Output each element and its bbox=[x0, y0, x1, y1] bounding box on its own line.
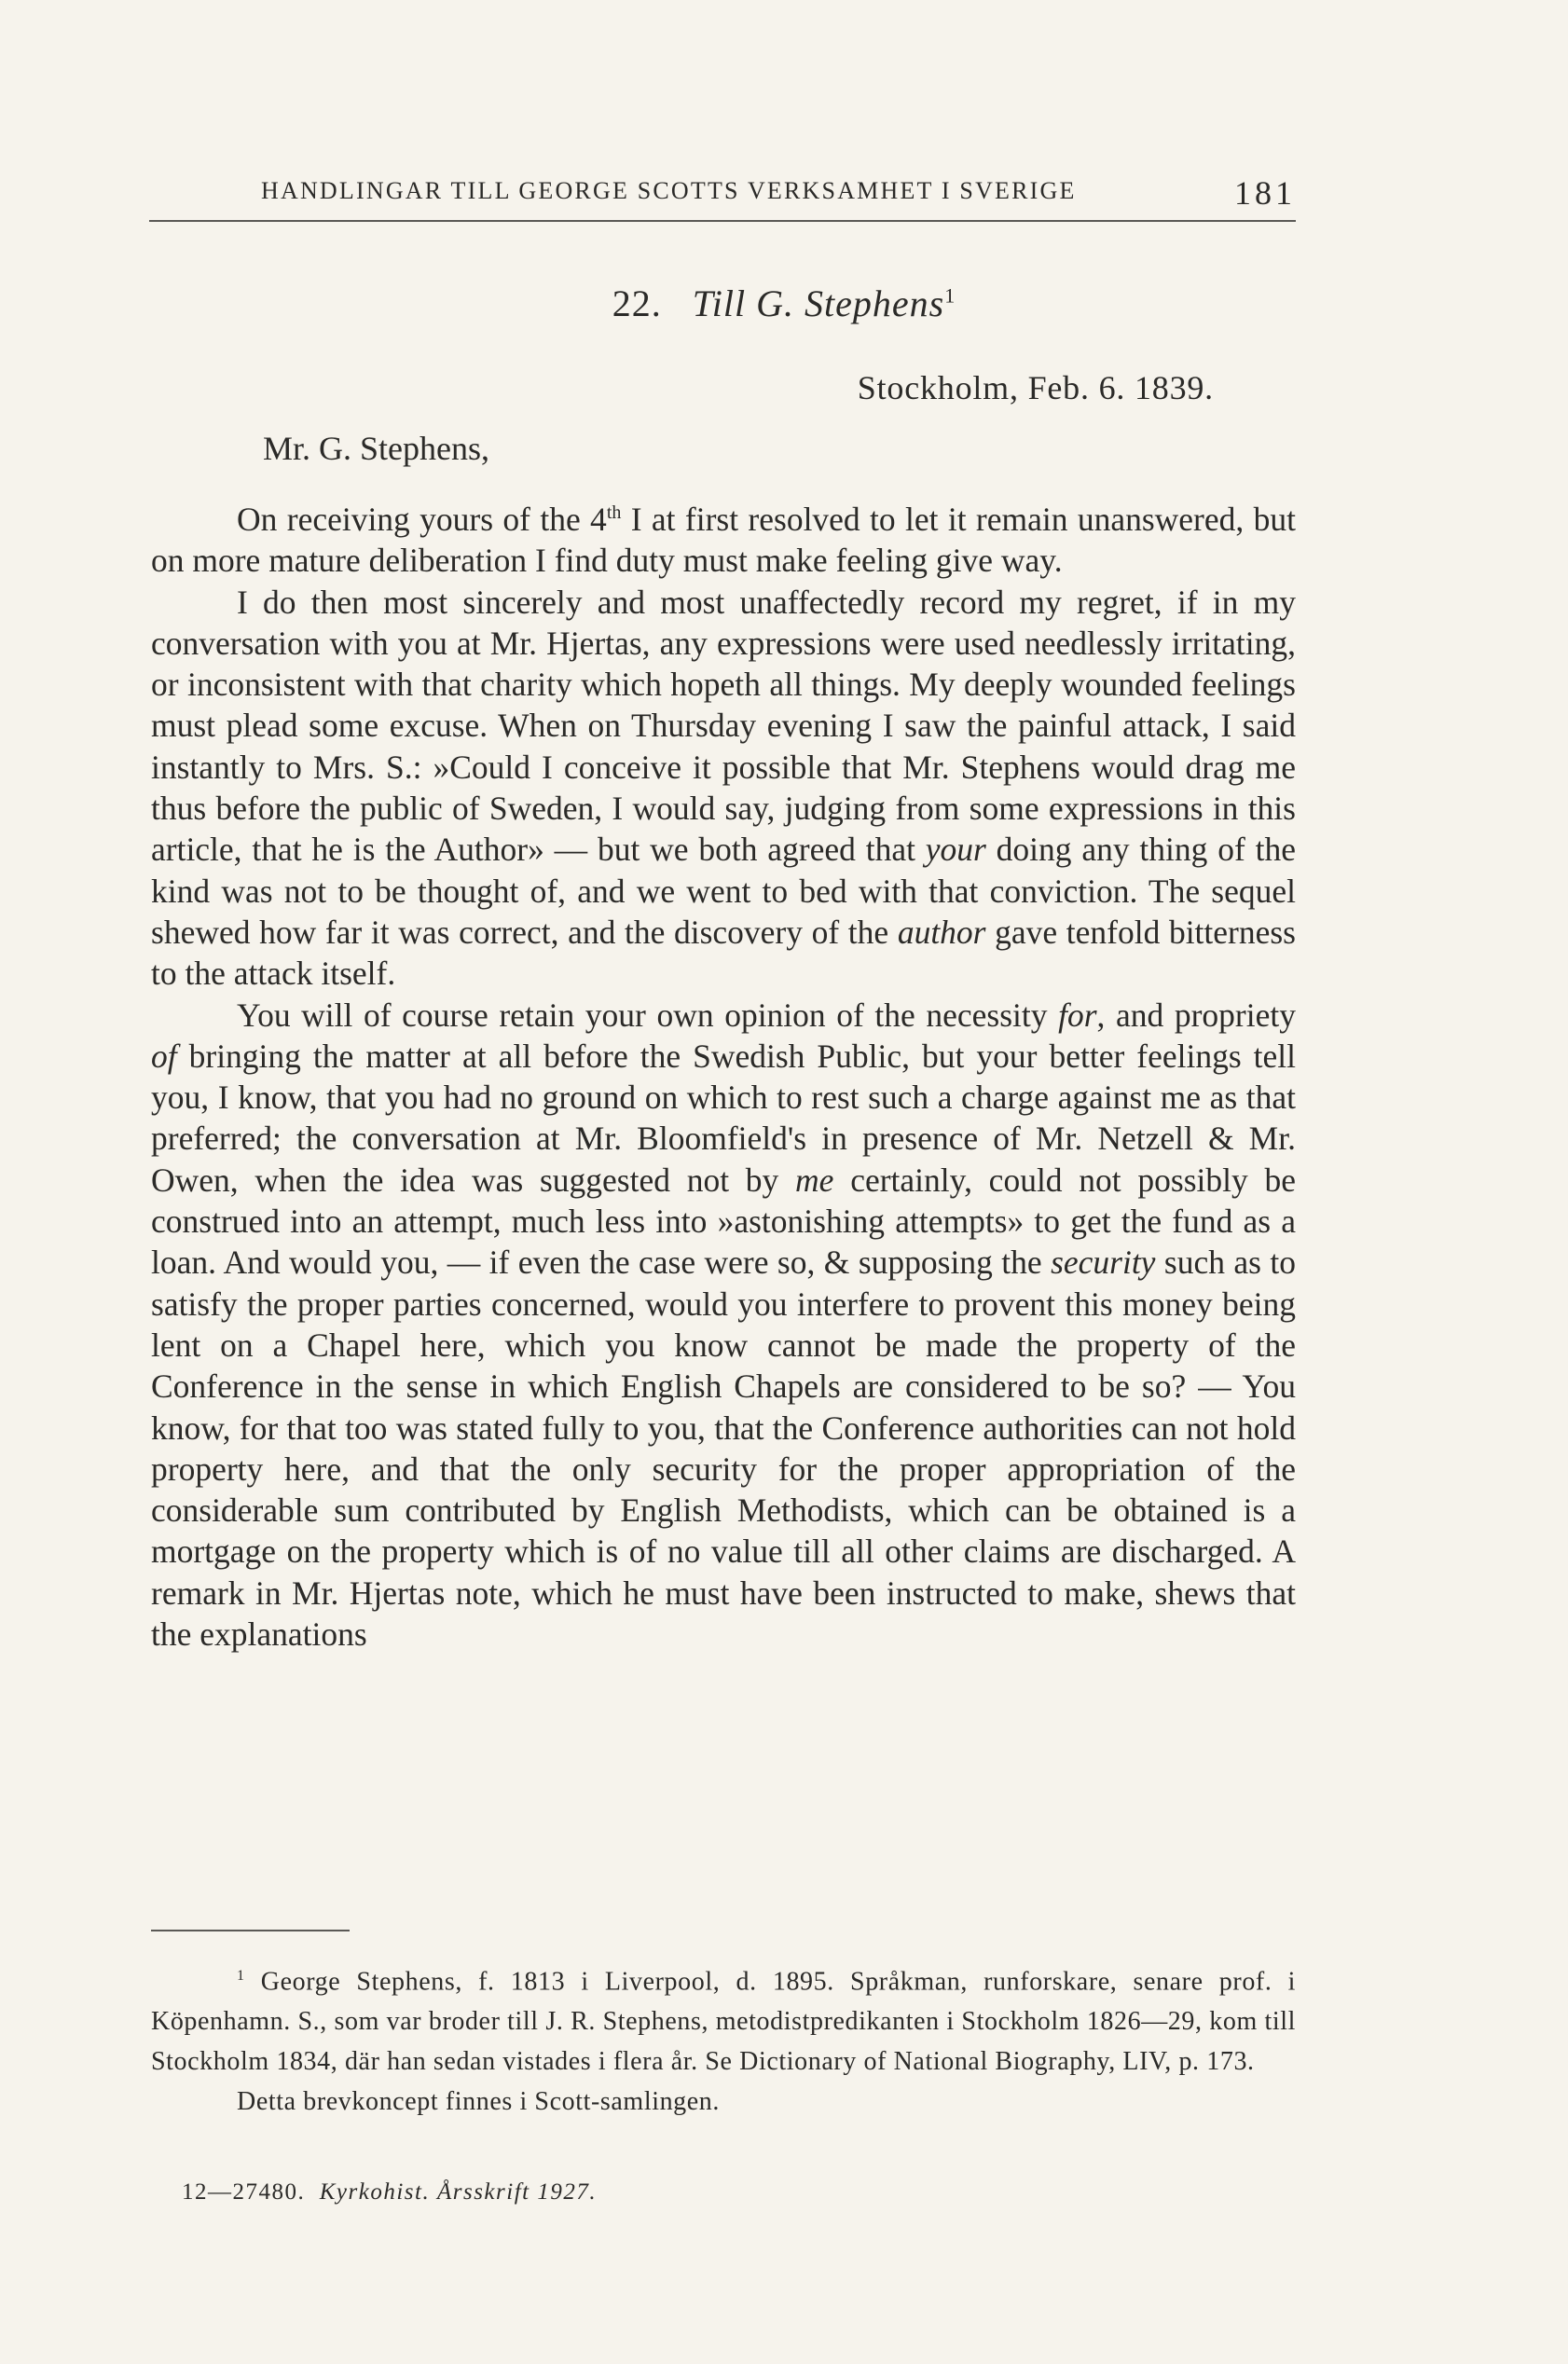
salutation: Mr. G. Stephens, bbox=[263, 430, 489, 467]
p3-text-e: such as to satisfy the proper parties concerned, would you interfere to provent this money being lent on a Chapel here, which you know cannot be made the property of the Conference in the sense in which English Chapels are considered to be so? — You know, for that too was stated fully to you, that the Conference authorities can not hold property here, and that the only security for the proper appropriation of the considerable sum contributed by English Methodists, which can be obtained is a mortgage on the property which is of no value till all other claims are discharged. A remark in Mr. Hjertas note, which he must have been instructed to make, shews that the explanations bbox=[151, 1244, 1296, 1654]
p3-emphasis-security: security bbox=[1051, 1244, 1156, 1282]
footnote-2: Detta brevkoncept finnes i Scott-samlingen. bbox=[237, 2087, 721, 2117]
paragraph-1 bbox=[151, 499, 1296, 582]
p2-text-a: I do then most sincerely and most unaffectedly record my regret, if in my conversation with you at Mr. Hjertas, any expressions were used needlessly irritating, or inconsistent with that charity which hopeth all things. My deeply wounded feelings must plead some excuse. When on Thursday evening I saw the painful attack, I said instantly to Mrs. S.: »Could I conceive it possible that Mr. Stephens would drag me thus before the public of Sweden, I would say, judging from some expressions in this article, that he is the Author» — but we both agreed that bbox=[151, 583, 1296, 869]
p3-emphasis-me: me bbox=[795, 1161, 834, 1199]
letter-title: Till G. Stephens bbox=[692, 282, 945, 324]
p2-emphasis-author: author bbox=[897, 913, 986, 951]
p1-superscript: th bbox=[606, 502, 622, 524]
footnote-1-text: George Stephens, f. 1813 i Liverpool, d. 1895. Språkman, runforskare, senare prof. i Köpenhamn. S., som var broder till J. R. Stephens, metodistpredikanten i Stockholm 1826—29, kom till Stockholm 1834, där han sedan vistades i flera år. Se Dictionary of National Biography, LIV, p. 173. bbox=[151, 1967, 1296, 2077]
letter-heading bbox=[0, 282, 1568, 325]
page-number: 181 bbox=[1234, 174, 1296, 212]
p3-text-a: You will of course retain your own opinion of the necessity bbox=[237, 996, 1059, 1034]
footnote-1 bbox=[151, 1956, 1296, 2082]
footnote-mark: 1 bbox=[237, 1968, 245, 1984]
letter-body bbox=[151, 499, 1296, 1655]
running-head bbox=[149, 174, 1296, 222]
p1-text-a: On receiving yours of the 4 bbox=[237, 501, 607, 538]
footnote-divider bbox=[151, 1930, 350, 1931]
p2-emphasis-your: your bbox=[925, 831, 986, 869]
p3-text-c: bringing the matter at all before the Swedish Public, but your better feelings tell you, I know, that you had no ground on which to rest such a charge against me as that preferred; the conversation at Mr. Bloomfield's in presence of Mr. Netzell & Mr. Owen, when the idea was suggested not by bbox=[151, 1037, 1296, 1199]
p2-text-c: gave tenfold bitterness to the attack itself. bbox=[151, 913, 1297, 993]
signature-number: 12—27480. bbox=[182, 2179, 306, 2205]
p3-text-d: certainly, could not possibly be construed into an attempt, much less into »astonishing attempts» to get the fund as a loan. And would you, — if even the case were so, & supposing the bbox=[151, 1161, 1296, 1282]
p3-text-b: , and propriety bbox=[1096, 996, 1296, 1034]
place-date: Stockholm, Feb. 6. 1839. bbox=[857, 369, 1214, 406]
p3-emphasis-for: for bbox=[1058, 996, 1097, 1034]
footnotes bbox=[151, 1956, 1296, 2122]
signature-source: Kyrkohist. Årsskrift 1927. bbox=[319, 2179, 598, 2205]
title-footnote-mark: 1 bbox=[944, 283, 956, 308]
printer-signature bbox=[182, 2179, 597, 2206]
p3-emphasis-of: of bbox=[151, 1037, 177, 1075]
letter-number: 22. bbox=[612, 282, 662, 324]
p1-text-b: I at first resolved to let it remain unanswered, but on more mature deliberation I find duty must make feeling give way. bbox=[151, 501, 1296, 580]
running-title: HANDLINGAR TILL GEORGE SCOTTS VERKSAMHET I SVERIGE bbox=[261, 177, 1077, 204]
paragraph-3 bbox=[151, 995, 1296, 1656]
p2-text-b: doing any thing of the kind was not to be thought of, and we went to bed with that conviction. The sequel shewed how far it was correct, and the discovery of the bbox=[151, 831, 1296, 951]
paragraph-2 bbox=[151, 582, 1296, 995]
